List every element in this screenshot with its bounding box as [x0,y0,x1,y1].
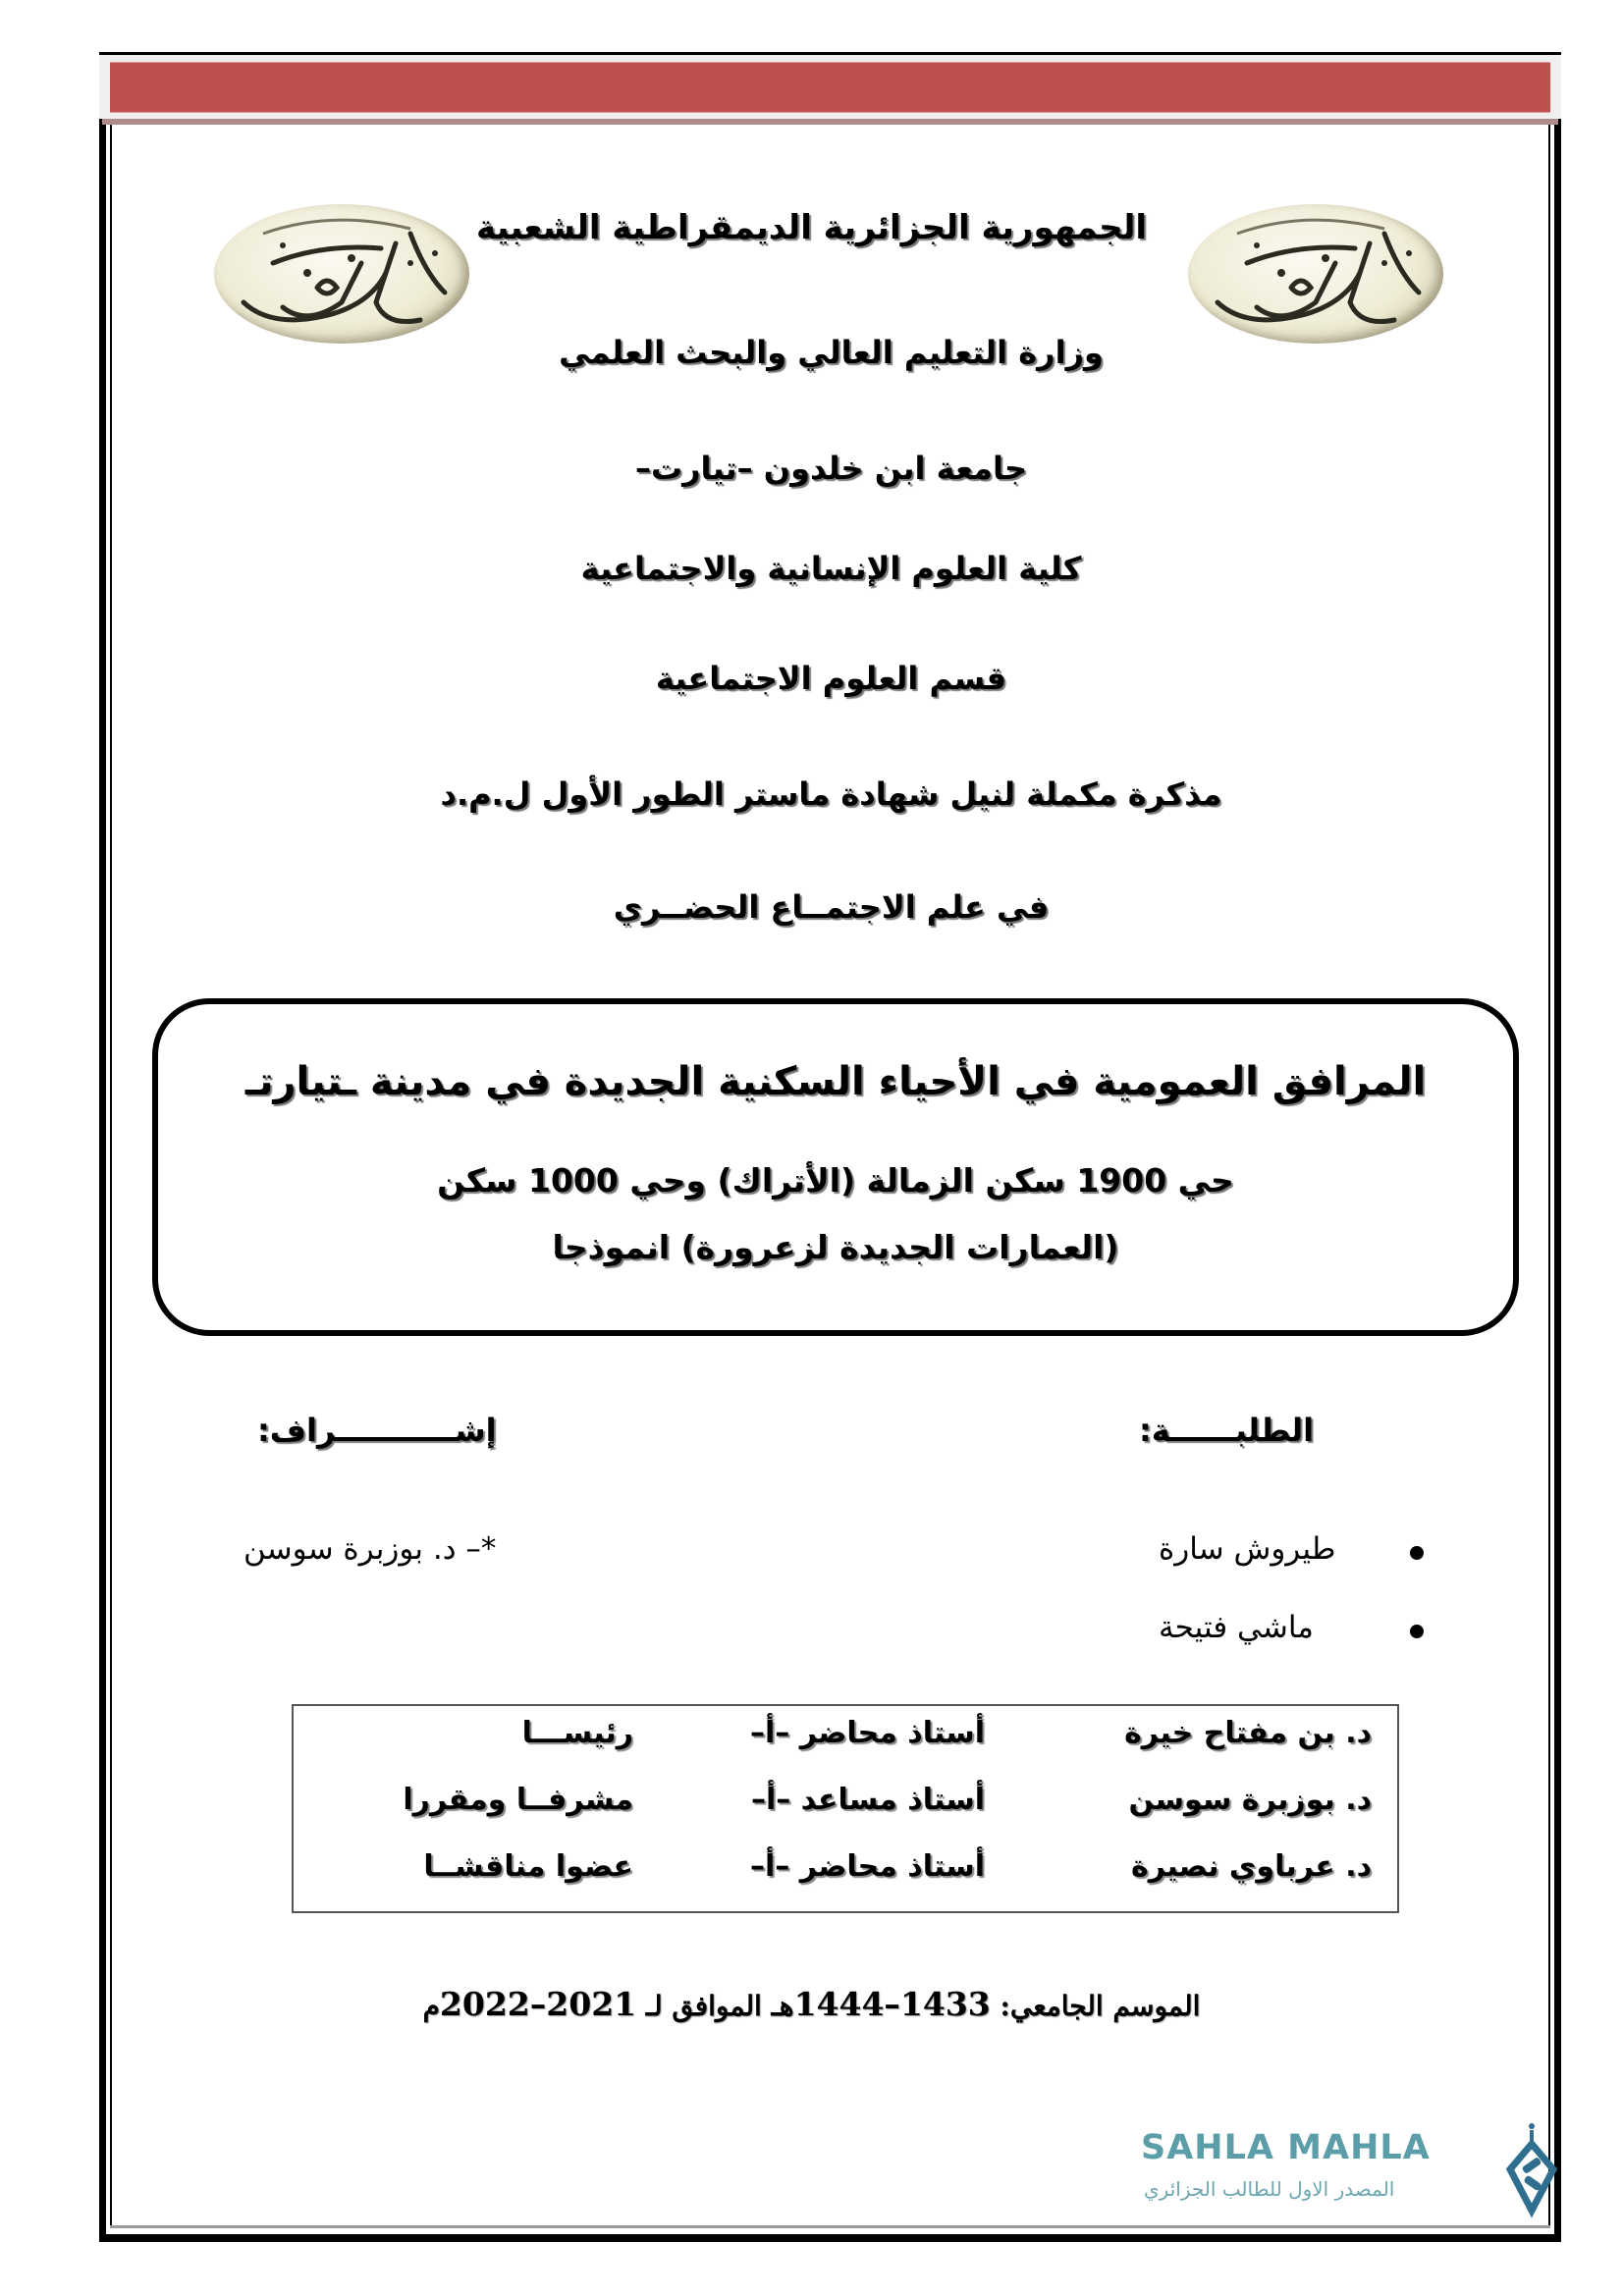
specialty-heading: في علم الاجتمــاع الحضــري [613,888,1050,926]
committee-member-role: رئيســـا [521,1716,633,1750]
department-heading: قسم العلوم الاجتماعية [655,660,1007,697]
thesis-subtitle-line1: حي 1900 سكن الزمالة (الأتراك) وحي 1000 سكن [437,1161,1234,1200]
season-gregorian: 2021–2022 [439,1985,637,2023]
top-banner [99,52,1561,119]
student-name: طيروش سارة [1159,1531,1336,1567]
ministry-heading: وزارة التعليم العالي والبحث العلمي [559,334,1104,371]
committee-member-rank: أستاذ محاضر –أ– [750,1716,985,1750]
committee-row [294,1849,1397,1918]
university-heading: جامعة ابن خلدون –تيارت– [634,450,1028,487]
committee-row [294,1716,1397,1785]
season-gregorian-suffix: م [422,1990,440,2022]
committee-row [294,1783,1397,1851]
committee-member-rank: أستاذ مساعد –أ– [750,1783,985,1817]
committee-member-name: د. عرباوي نصيرة [1131,1849,1372,1884]
thesis-subtitle-line2: (العمارات الجديدة لزعرورة) انموذجا [552,1228,1119,1266]
committee-member-role: مشرفــا ومقررا [403,1783,633,1817]
season-hijri-suffix: هـ الموافق لـ [645,1990,794,2022]
season-hijri: 1433–1444 [793,1985,991,2023]
watermark-tagline: المصدر الاول للطالب الجزائري [1144,2177,1395,2201]
committee-member-name: د. بوزبرة سوسن [1128,1783,1372,1817]
republic-heading: الجمهورية الجزائرية الديمقراطية الشعبية [476,208,1147,247]
top-banner-shadow [102,119,1558,125]
sahla-mahla-logo-icon [1502,2120,1559,2222]
watermark-brand: SAHLA MAHLA [1141,2128,1431,2167]
students-label: الطلبــــــة: [1139,1412,1315,1449]
supervisor-name: *– د. بوزبرة سوسن [243,1531,497,1567]
student-name: ماشي فتيحة [1159,1610,1314,1645]
faculty-heading: كلية العلوم الإنسانية والاجتماعية [580,550,1082,587]
committee-member-name: د. بن مفتاح خيرة [1124,1716,1372,1750]
supervision-label: إشـــــــــــراف: [257,1412,497,1449]
thesis-main-title: المرافق العمومية في الأحياء السكنية الجديدة في مدينة ـتيارتـ [244,1059,1427,1104]
bullet-icon [1410,1546,1424,1560]
degree-heading: مذكرة مكملة لنيل شهادة ماستر الطور الأول ل.م.د [440,775,1222,813]
committee-table [292,1704,1399,1913]
season-label: الموسم الجامعي: [1000,1990,1201,2022]
committee-member-role: عضوا مناقشــا [423,1849,633,1884]
bullet-icon [1410,1625,1424,1638]
academic-season [0,1985,1623,2023]
top-banner-red-bar [110,62,1550,113]
thesis-title-box [152,998,1519,1336]
committee-member-rank: أستاذ محاضر –أ– [750,1849,985,1884]
page-frame-inner-bottom [110,2225,1550,2228]
